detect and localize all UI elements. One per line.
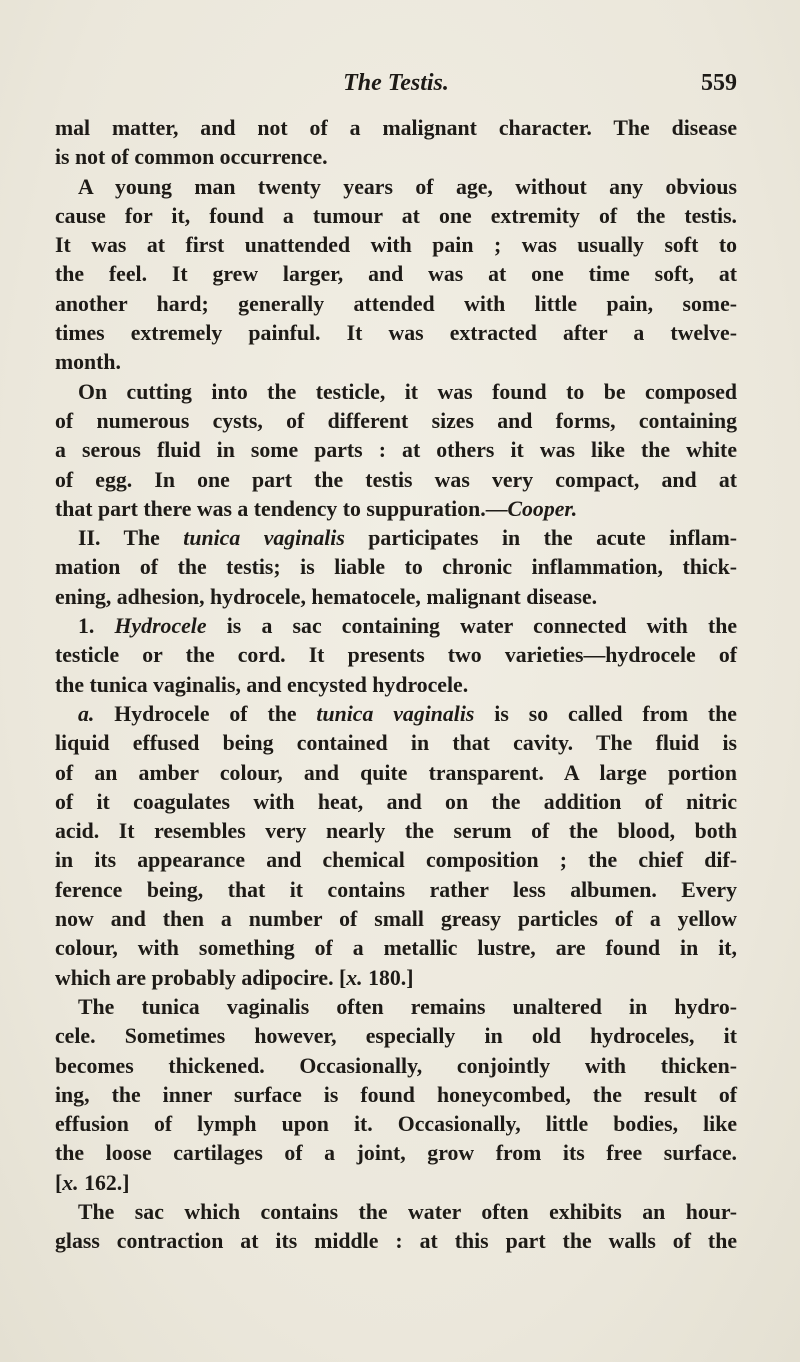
running-head bbox=[55, 70, 737, 102]
text-span: effusion of lymph upon it. Occasionally, little bodies, like bbox=[55, 1112, 737, 1137]
text-span: testicle or the cord. It presents two varieties—hydrocele of bbox=[55, 643, 737, 668]
text-line bbox=[55, 260, 737, 289]
text-span: A young man twenty years of age, without any obvious bbox=[78, 174, 737, 199]
text-line bbox=[55, 231, 737, 260]
text-span: On cutting into the testicle, it was found to be composed bbox=[78, 379, 737, 404]
italic-term: tunica vaginalis bbox=[316, 701, 475, 726]
text-line bbox=[55, 876, 737, 905]
text-line bbox=[55, 1169, 737, 1198]
section-heading-line bbox=[55, 700, 737, 729]
text-line bbox=[55, 729, 737, 758]
text-span: of it coagulates with heat, and on the addition of nitric bbox=[55, 789, 737, 814]
text-span: Hydrocele of the bbox=[94, 701, 317, 726]
italic-term: a. bbox=[78, 701, 95, 726]
text-line bbox=[55, 905, 737, 934]
text-span: which are probably adipocire. [ bbox=[55, 965, 347, 990]
text-span: acid. It resembles very nearly the serum of the blood, both bbox=[55, 819, 737, 844]
text-line bbox=[55, 1110, 737, 1139]
text-span: another hard; generally attended with little pain, some- bbox=[55, 291, 737, 316]
text-span: of egg. In one part the testis was very compact, and at bbox=[55, 467, 737, 492]
text-line bbox=[55, 1052, 737, 1081]
text-line bbox=[55, 993, 737, 1022]
text-line bbox=[55, 759, 737, 788]
text-line bbox=[55, 114, 737, 143]
text-span: The sac which contains the water often exhibits an hour- bbox=[78, 1199, 737, 1224]
text-span: cause for it, found a tumour at one extremity of the testis. bbox=[55, 203, 737, 228]
text-line bbox=[55, 846, 737, 875]
text-span: cele. Sometimes however, especially in old hydroceles, it bbox=[55, 1024, 737, 1049]
text-span: the tunica vaginalis, and encysted hydrocele. bbox=[55, 672, 469, 697]
text-line bbox=[55, 495, 737, 524]
text-line bbox=[55, 934, 737, 963]
text-span: participates in the acute inflam- bbox=[344, 526, 738, 551]
text-span: ing, the inner surface is found honeycombed, the result of bbox=[55, 1082, 737, 1107]
citation-author: Cooper. bbox=[507, 496, 578, 521]
text-span: of an amber colour, and quite transparent. A large portion bbox=[55, 760, 737, 785]
text-span: ference being, that it contains rather less albumen. Every bbox=[55, 877, 737, 902]
text-span: mal matter, and not of a malignant character. The disease bbox=[55, 116, 737, 140]
text-span: is a sac containing water connected with the bbox=[206, 614, 737, 639]
text-span: of numerous cysts, of different sizes and forms, containing bbox=[55, 408, 737, 433]
text-span: It was at first unattended with pain ; was usually soft to bbox=[55, 233, 737, 258]
body-text bbox=[55, 114, 737, 1257]
text-line bbox=[55, 173, 737, 202]
section-heading-line bbox=[55, 612, 737, 641]
text-line bbox=[55, 378, 737, 407]
text-line bbox=[55, 583, 737, 612]
italic-term: Hydrocele bbox=[114, 614, 207, 639]
text-span: times extremely painful. It was extracted after a twelve- bbox=[55, 321, 737, 346]
text-line bbox=[55, 466, 737, 495]
cross-ref: x. bbox=[346, 965, 363, 990]
text-span: mation of the testis; is liable to chronic inflammation, thick- bbox=[55, 555, 737, 580]
text-span: colour, with something of a metallic lustre, are found in it, bbox=[55, 936, 737, 961]
text-span: that part there was a tendency to suppuration.— bbox=[55, 496, 508, 521]
text-line bbox=[55, 202, 737, 231]
cross-ref: x. bbox=[62, 1170, 79, 1195]
text-line bbox=[55, 319, 737, 348]
text-span: is not of common occurrence. bbox=[55, 145, 328, 170]
text-line bbox=[55, 964, 737, 993]
text-line bbox=[55, 671, 737, 700]
running-title: The Testis. bbox=[343, 70, 449, 96]
text-line bbox=[55, 1198, 737, 1227]
text-span: The tunica vaginalis often remains unaltered in hydro- bbox=[78, 994, 737, 1019]
text-line bbox=[55, 290, 737, 319]
italic-term: tunica vaginalis bbox=[183, 526, 345, 551]
text-span: liquid effused being contained in that cavity. The fluid is bbox=[55, 731, 737, 756]
text-line bbox=[55, 788, 737, 817]
text-line bbox=[55, 348, 737, 377]
text-span: [ bbox=[55, 1170, 63, 1195]
text-line bbox=[55, 553, 737, 582]
text-line bbox=[55, 1227, 737, 1256]
text-line bbox=[55, 143, 737, 172]
text-span: glass contraction at its middle : at this part the walls of the bbox=[55, 1229, 737, 1254]
text-line bbox=[55, 1022, 737, 1051]
section-heading-line bbox=[55, 524, 737, 553]
text-line bbox=[55, 817, 737, 846]
text-span: 1. bbox=[78, 614, 115, 639]
text-span: a serous fluid in some parts : at others it was like the white bbox=[55, 438, 737, 463]
text-span: ening, adhesion, hydrocele, hematocele, malignant disease. bbox=[55, 584, 598, 609]
text-span: month. bbox=[55, 350, 122, 375]
text-line bbox=[55, 407, 737, 436]
text-span: is so called from the bbox=[474, 701, 737, 726]
text-span: in its appearance and chemical composition ; the chief dif- bbox=[55, 848, 737, 873]
text-line bbox=[55, 1081, 737, 1110]
text-span: 180.] bbox=[362, 965, 414, 990]
text-span: now and then a number of small greasy particles of a yellow bbox=[55, 907, 737, 932]
text-span: the loose cartilages of a joint, grow from its free surface. bbox=[55, 1141, 737, 1166]
text-line bbox=[55, 1139, 737, 1168]
text-line bbox=[55, 641, 737, 670]
text-span: 162.] bbox=[78, 1170, 130, 1195]
text-span: the feel. It grew larger, and was at one time soft, at bbox=[55, 262, 737, 287]
text-span: II. The bbox=[78, 526, 184, 551]
text-line bbox=[55, 436, 737, 465]
text-span: becomes thickened. Occasionally, conjointly with thicken- bbox=[55, 1053, 737, 1078]
page-number: 559 bbox=[701, 70, 737, 96]
